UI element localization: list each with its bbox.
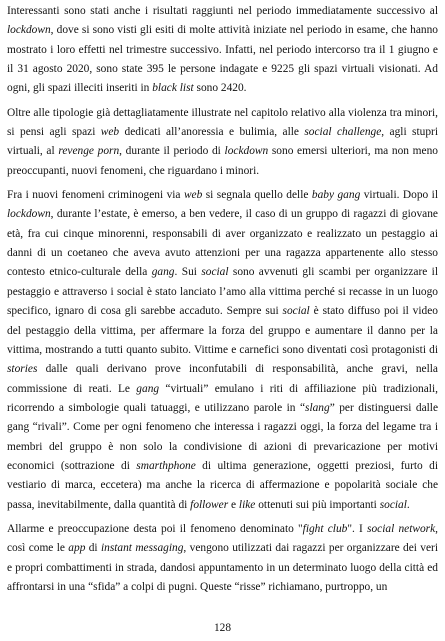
italic-text: lockdown [7, 208, 51, 221]
italic-text: app [68, 542, 86, 555]
italic-text: social [282, 305, 310, 318]
italic-text: stories [7, 363, 38, 376]
text-run: , dove si sono visti gli esiti di molte attività iniziate nel periodo in esame, che hanno mostrato i loro effetti nel trimestre successivo. Infatti, nel periodo intercorso tra il 1 giugno e il 31 agosto 2020, sono state 395 le persone indagate e 9225 gli spazi virtuali visionati. Ad ogni, gli spazi illeciti inseriti in [7, 24, 438, 95]
italic-text: lockdown [7, 24, 51, 37]
text-run: è stato diffuso poi il video del pestaggio della vittima, per affermare la forza del gruppo e aumentare il danno per la vittima, mostrando a tutti quanto subito. Vittime e carnefici sono diventati così protagonisti di [7, 305, 438, 356]
text-run: , così come le [7, 522, 439, 555]
body-text [7, 2, 438, 597]
italic-text: like [238, 498, 256, 511]
text-run: Interessanti sono stati anche i risultati raggiunti nel periodo immediatamente successivo al [7, 5, 438, 17]
italic-text: lockdown [224, 145, 269, 158]
italic-text: social [201, 266, 229, 279]
italic-text: web [100, 126, 120, 139]
text-run: dalle quali derivano prove inconfutabili di responsabilità, anche gravi, nella commissione di reati. Le [7, 363, 438, 395]
text-run: dedicati all’anoressia e bulimia, alle [119, 126, 305, 139]
italic-text: social [379, 498, 407, 511]
text-run: Fra i nuovi fenomeni criminogeni via [7, 189, 184, 202]
text-run: di [85, 542, 101, 555]
text-run: ". I [347, 522, 368, 535]
text-run: di ultima generazione, oggetti preziosi, furto di vestiario di marca, eccetera) ma anche la ricerca di affermazione e popolarità sociale che passa, inevitabilmente, dalla quantità di [7, 459, 438, 511]
text-run: , agli stupri virtuali, al [7, 126, 438, 158]
text-run: virtuali. Dopo il [360, 189, 438, 202]
text-run: ottenuti sui più importanti [255, 498, 380, 511]
text-run: ” per distinguersi dalle gang “rivali”. Come per ogni fenomeno che interessa i ragazzi oggi, la forza del legame tra i membri del gruppo è non solo la condivisione di azioni di prevaricazione per motivi economici (sottrazione di [7, 401, 439, 472]
italic-text: instant messaging [100, 542, 184, 555]
italic-text: gang [151, 266, 175, 279]
text-run: “virtuali” emulano i riti di affiliazione più tradizionali, ricorrendo a simbologie quali tatuaggi, e utilizzano parole in “ [7, 382, 438, 414]
italic-text: black list [152, 82, 194, 95]
text-run: . [406, 498, 410, 511]
italic-text: gang [136, 382, 160, 395]
italic-text: slang [305, 401, 330, 414]
text-run: , vengono utilizzati dai ragazzi per organizzare dei veri e propri combattimenti in strada, dandosi appuntamento in un determinato luogo della città ed affrontarsi in una “sfida” a colpi di pugni. Queste “risse” richiamano, purtroppo, un [7, 542, 439, 593]
text-run: si segnala quello delle [202, 189, 312, 202]
italic-text: social network [367, 522, 436, 535]
italic-text: follower [190, 498, 229, 511]
paragraph [7, 186, 438, 515]
text-run: Allarme e preoccupazione desta poi il fenomeno denominato " [7, 522, 303, 535]
italic-text: fight club [302, 522, 348, 535]
italic-text: revenge porn [58, 145, 120, 158]
italic-text: social challenge [304, 126, 382, 139]
paragraph [7, 2, 438, 99]
paragraph [7, 520, 438, 597]
text-run: Oltre alle tipologie già dettagliatamente illustrate nel capitolo relativo alla violenza tra minori, si pensi agli spazi [7, 106, 438, 139]
text-run: sono avvenuti gli scambi per organizzare il pestaggio e attraverso i social è stato lanciato l’amo alla vittima perché si recasse in un luogo specifico, ignaro di cosa gli sarebbe accaduto. Sempre sui [7, 266, 439, 318]
page-number: 128 [213, 622, 232, 634]
text-run: sono 2420. [193, 82, 247, 95]
text-run: , durante l’estate, è emerso, a ben vedere, il caso di un gruppo di ragazzi di giovane età, fra cui cinque minorenni, responsabili di aver organizzato e realizzato un pestaggio ai danni di un coetaneo che aveva avuto attenzioni per una ragazza appartenente allo stesso contesto etnico-culturale della [7, 208, 438, 279]
text-run: e [228, 498, 239, 511]
text-run: sono emersi ulteriori, ma non meno preoccupanti, nuovi fenomeni, che riguardano i minori. [7, 145, 438, 177]
italic-text: web [183, 189, 203, 202]
paragraph [7, 104, 438, 181]
text-run: . Sui [174, 266, 202, 279]
text-run: , durante il periodo di [119, 145, 225, 158]
italic-text: baby gang [311, 189, 361, 202]
italic-text: smarthphone [136, 459, 196, 472]
